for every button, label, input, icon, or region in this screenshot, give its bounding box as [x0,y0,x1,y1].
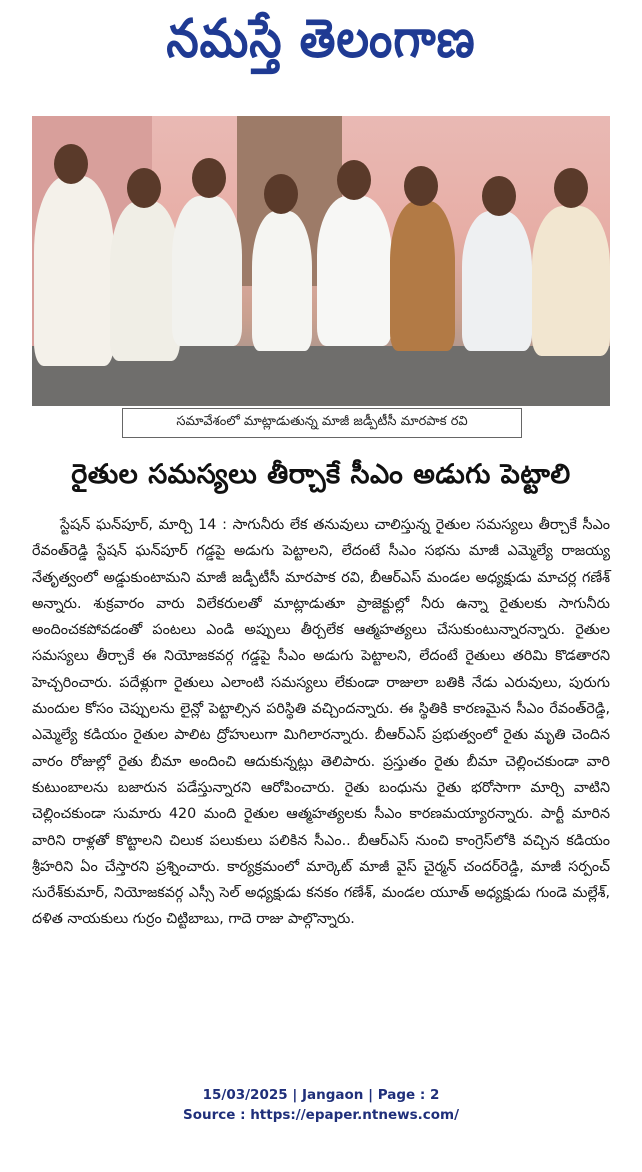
photo-person [532,206,610,356]
headline-text: రైతుల సమస్యలు తీర్చాకే సీఎం అడుగు పెట్టాలి [71,459,571,490]
photo-head [482,176,516,216]
newspaper-logo: నమస్తే తెలంగాణ [166,7,476,70]
photo-person [34,176,114,366]
photo-head [554,168,588,208]
footer-source: Source : https://epaper.ntnews.com/ [182,1107,460,1123]
photo-person [252,211,312,351]
news-photo [32,116,610,406]
article-paragraph: స్టేషన్ ఘన్‌పూర్, మార్చి 14 : సాగునీరు లేక తనువులు చాలిస్తున్న రైతుల సమస్యలు తీర్చాకే సీఎం రేవంత్‌రెడ్డి స్టేషన్ ఘన్‌పూర్ గడ్డపై అడుగు పెట్టాలని, లేదంటే సీఎం సభను మాజీ ఎమ్మెల్యే రాజయ్య నేతృత్వంలో అడ్డుకుంటామని మాజీ జడ్పీటీసీ మారపాక రవి, బీఆర్‌ఎస్ మండల అధ్యక్షుడు మాచర్ల గణేశ్ అన్నారు. శుక్రవారం వారు విలేకరులతో మాట్లాడుతూ ప్రాజెక్టుల్లో నీరు ఉన్నా రైతులకు సాగునీరు అందించకపోవడంతో పంటలు ఎండి అప్పులు తీర్చలేక ఆత్మహత్యలు చేసుకుంటున్నారన్నారు. రైతుల సమస్యలు తీర్చాకే ఈ నియోజకవర్గ గడ్డపై సీఎం అడుగు పెట్టాలని, లేదంటే రైతులు తరిమి కొడతారని హెచ్చరించారు. పదేళ్లుగా రైతులు ఎలాంటి సమస్యలు లేకుండా రాజులా బతికి నేడు ఎరువులు, పురుగు మందుల కోసం చెప్పులను లైన్లో పెట్టాల్సిన పరిస్థితి వచ్చిందన్నారు. ఈ స్థితికి కారణమైన సీఎం రేవంత్‌రెడ్డి, ఎమ్మెల్యే కడియం రైతుల పాలిట ద్రోహులుగా మిగిలారన్నారు. బీఆర్‌ఎస్ ప్రభుత్వంలో రైతు మృతి చెందిన వారం రోజుల్లో రైతు బీమా అందించి ఆదుకున్నట్లు తెలిపారు. ప్రస్తుతం రైతు బీమా చెల్లించకుండా వారి కుటుంబాలను బజారున పడేస్తున్నారని ఆరోపించారు. రైతు బంధును రైతు భరోసాగా మార్చి వాటిని చెల్లించకుండా సుమారు 420 మంది రైతుల ఆత్మహత్యలకు సీఎం కారణమయ్యారన్నారు. పార్టీ మారిన వారిని రాళ్లతో కొట్టాలని చిలుక పలుకులు పలికిన సీఎం.. బీఆర్‌ఎస్ నుంచి కాంగ్రెస్‌లోకి వచ్చిన కడియం శ్రీహరిని ఏం చేస్తారని ప్రశ్నించారు. కార్యక్రమంలో మార్కెట్ మాజీ వైస్ చైర్మన్ చందర్‌రెడ్డి, మాజీ సర్పంచ్ సురేశ్‌కుమార్, నియోజకవర్గ ఎస్సీ సెల్ అధ్యక్షుడు కనకం గణేశ్, మండల యూత్ అధ్యక్షుడు గుండె మల్లేశ్, దళిత నాయకులు గుర్రం చిట్టిబాబు, గాదె రాజు పాల్గొన్నారు. [32,517,610,928]
photo-person [462,211,532,351]
headline [30,455,612,501]
photo-caption: సమావేశంలో మాట్లాడుతున్న మాజీ జడ్పీటీసీ మారపాక రవి [176,414,468,429]
photo-head [127,168,161,208]
photo-person [172,196,242,346]
photo-person [390,201,455,351]
photo-head [337,160,371,200]
photo-head [404,166,438,206]
photo-head [54,144,88,184]
footer-date-edition: 15/03/2025 | Jangaon | Page : 2 [202,1087,440,1103]
photo-head [192,158,226,198]
photo-person [110,201,180,361]
photo-head [264,174,298,214]
masthead [0,0,642,90]
photo-caption-box [122,408,522,438]
photo-person [317,196,392,346]
footer [0,1085,642,1125]
article-body [32,512,610,1172]
